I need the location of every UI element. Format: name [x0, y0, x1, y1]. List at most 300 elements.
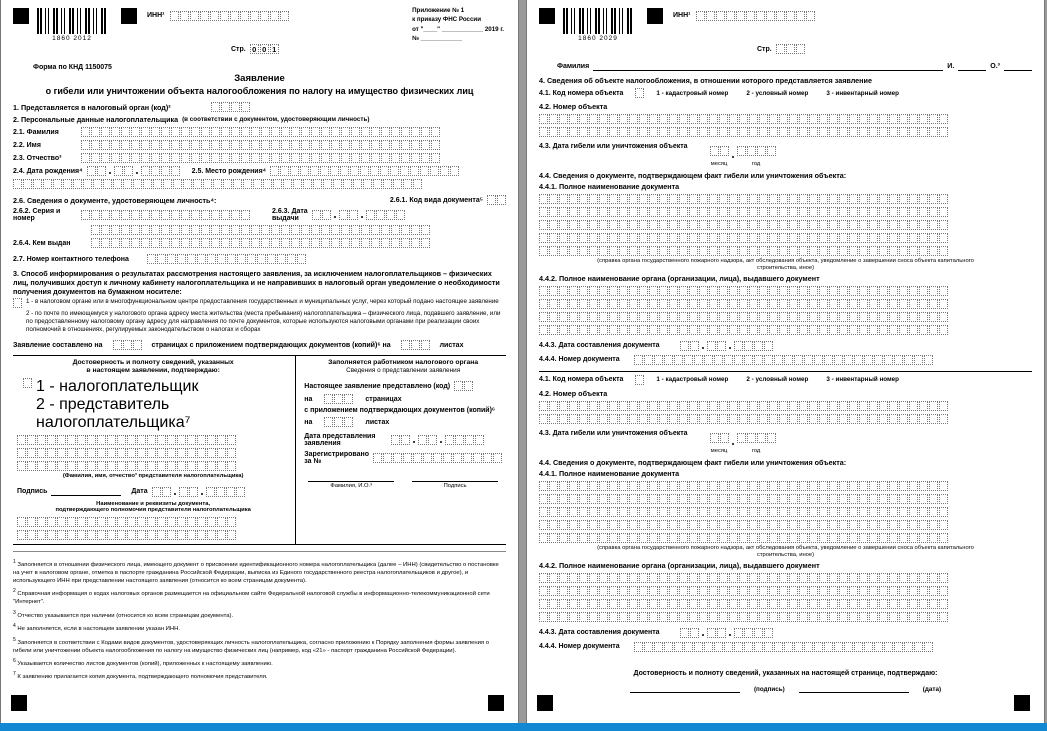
form-code: Форма по КНД 1150075 [33, 64, 112, 71]
char-cell [157, 530, 166, 540]
char-cell [659, 325, 668, 335]
char-cell [709, 220, 718, 230]
char-cell [589, 114, 598, 124]
rep-fio-caption: (Фамилия, имя, отчество³ представителя налогоплательщика) [62, 472, 244, 479]
char-cell [291, 127, 300, 137]
char-cell [649, 533, 658, 543]
char-cell [929, 233, 938, 243]
char-cell [909, 299, 918, 309]
char-cell [177, 461, 186, 471]
char-cell [63, 179, 72, 189]
char-cell [221, 225, 230, 235]
char-cell [43, 179, 52, 189]
char-cell [619, 127, 628, 137]
char-cell [143, 179, 152, 189]
issuing-authority-cells [539, 286, 948, 296]
char-cell [869, 286, 878, 296]
object-block-2 [539, 375, 1032, 652]
object-code-label: 4.1. Код номера объекта [539, 376, 624, 384]
char-cell [729, 612, 738, 622]
field-surname [13, 127, 506, 137]
char-cell [699, 233, 708, 243]
char-cell [749, 194, 758, 204]
char-cell [639, 494, 648, 504]
char-cell [629, 233, 638, 243]
char-cell [764, 642, 773, 652]
char-cell [737, 433, 746, 443]
char-cell [301, 153, 310, 163]
char-cell [151, 238, 160, 248]
section-4-label: 4. Сведения об объекте налогообложения, в отношении которого представляется заявление [539, 76, 872, 85]
char-cell [599, 533, 608, 543]
char-cell [37, 517, 46, 527]
char-cell [223, 179, 232, 189]
char-cell [859, 507, 868, 517]
char-cell [634, 355, 643, 365]
char-cell [539, 233, 548, 243]
char-cell [579, 325, 588, 335]
char-cell [689, 599, 698, 609]
char-cell [919, 520, 928, 530]
char-cell [729, 414, 738, 424]
char-cell [559, 507, 568, 517]
char-cell [749, 207, 758, 217]
char-cell [859, 220, 868, 230]
destruction-date-cells: месяц год [710, 143, 776, 168]
char-cell [754, 355, 763, 365]
char-cell [819, 207, 828, 217]
char-cell [809, 233, 818, 243]
series-label: 2.6.2. Серия и номер [13, 208, 61, 222]
composed-label-3: листах [439, 341, 464, 349]
char-cell [649, 325, 658, 335]
char-cell [421, 127, 430, 137]
char-cell [639, 325, 648, 335]
char-cell [719, 194, 728, 204]
doc-date-cells [680, 341, 773, 351]
char-cell [67, 517, 76, 527]
char-cell [649, 286, 658, 296]
char-cell [719, 520, 728, 530]
char-cell [57, 461, 66, 471]
char-cell [411, 127, 420, 137]
object-code-opt2: 2 - условный номер [746, 376, 809, 384]
char-cell [789, 246, 798, 256]
submission-date-cells [391, 435, 484, 445]
char-cell [869, 114, 878, 124]
char-cell [689, 325, 698, 335]
char-cell [689, 573, 698, 583]
char-cell [889, 612, 898, 622]
official-pages-cells [324, 394, 353, 404]
char-cell [859, 286, 868, 296]
char-cell [739, 127, 748, 137]
char-cell [260, 11, 269, 21]
char-cell [819, 494, 828, 504]
char-cell [869, 299, 878, 309]
char-cell [539, 481, 548, 491]
char-cell [757, 433, 766, 443]
char-cell [371, 127, 380, 137]
doc-date-row [539, 341, 1032, 351]
sign-caption: Подпись [443, 483, 467, 490]
footnote: $^2$ Справочная информация о кодах налоговых органов размещается на официальном сайте Федеральной налоговой службы в информационно-телекоммуникационной сети "Интернет". [13, 588, 490, 606]
char-cell [829, 481, 838, 491]
char-cell [493, 453, 502, 463]
char-cell [819, 599, 828, 609]
char-cell [635, 375, 644, 385]
appendix-line: № ____________ [412, 34, 463, 42]
char-cell [669, 207, 678, 217]
char-cell [151, 210, 160, 220]
char-cell [619, 207, 628, 217]
char-cell [706, 11, 715, 21]
char-cell [669, 299, 678, 309]
char-cell [739, 494, 748, 504]
char-cell [111, 127, 120, 137]
char-cell [684, 355, 693, 365]
char-cell [739, 299, 748, 309]
char-cell [559, 312, 568, 322]
char-cell [724, 642, 733, 652]
char-cell [809, 533, 818, 543]
char-cell [391, 238, 400, 248]
char-cell [829, 233, 838, 243]
char-cell [201, 210, 210, 220]
char-cell [101, 153, 110, 163]
char-cell [173, 179, 182, 189]
char-cell [669, 114, 678, 124]
char-cell [829, 312, 838, 322]
char-cell [859, 586, 868, 596]
char-cell [380, 166, 389, 176]
char-cell [157, 254, 166, 264]
char-cell [629, 414, 638, 424]
name-cells [81, 140, 440, 150]
char-cell [774, 355, 783, 365]
char-cell [549, 612, 558, 622]
char-cell [141, 210, 150, 220]
char-cell [161, 238, 170, 248]
char-cell [649, 481, 658, 491]
char-cell [769, 312, 778, 322]
char-cell [929, 401, 938, 411]
char-cell [767, 433, 776, 443]
pages-count-cells [113, 340, 142, 350]
char-cell [769, 586, 778, 596]
char-cell [281, 225, 290, 235]
char-cell [709, 114, 718, 124]
char-cell [465, 435, 474, 445]
char-cell [679, 114, 688, 124]
char-cell [737, 146, 746, 156]
registration-mark [647, 8, 663, 24]
char-cell [819, 401, 828, 411]
char-cell [839, 220, 848, 230]
char-cell [799, 312, 808, 322]
char-cell [117, 435, 126, 445]
char-cell [609, 312, 618, 322]
doc-name-cells [539, 481, 948, 491]
char-cell [699, 414, 708, 424]
char-cell [57, 530, 66, 540]
char-cell [181, 238, 190, 248]
char-cell: 1 [270, 44, 279, 54]
char-cell [579, 573, 588, 583]
char-cell [141, 127, 150, 137]
char-cell [609, 599, 618, 609]
char-cell [909, 246, 918, 256]
char-cell [428, 435, 437, 445]
char-cell [889, 286, 898, 296]
char-cell [97, 530, 106, 540]
char-cell [649, 599, 658, 609]
char-cell [699, 586, 708, 596]
char-cell [719, 233, 728, 243]
char-cell [739, 286, 748, 296]
char-cell [809, 494, 818, 504]
char-cell [121, 225, 130, 235]
char-cell [187, 448, 196, 458]
char-cell [654, 642, 663, 652]
char-cell [609, 194, 618, 204]
char-cell [829, 194, 838, 204]
char-cell [589, 612, 598, 622]
char-cell [769, 533, 778, 543]
char-cell [413, 453, 422, 463]
char-cell [187, 530, 196, 540]
char-cell [569, 520, 578, 530]
birthplace-cells-row1 [270, 166, 459, 176]
char-cell [899, 299, 908, 309]
char-cell [381, 140, 390, 150]
char-cell [396, 210, 405, 220]
char-cell [381, 127, 390, 137]
doc-name-cells [539, 246, 948, 256]
on-label: на [304, 395, 313, 403]
doc-date-row [539, 628, 1032, 638]
char-cell [699, 401, 708, 411]
char-cell [879, 325, 888, 335]
char-cell [107, 461, 116, 471]
official-title: Заполняется работником налогового органа [328, 359, 479, 367]
char-cell [779, 481, 788, 491]
official-sheets-row [304, 417, 502, 427]
char-cell [261, 153, 270, 163]
doc-date-cells [680, 628, 773, 638]
char-cell [859, 194, 868, 204]
char-cell [659, 612, 668, 622]
char-cell [475, 435, 484, 445]
char-cell [819, 114, 828, 124]
char-cell [313, 179, 322, 189]
char-cell [147, 461, 156, 471]
char-cell [101, 238, 110, 248]
char-cell [639, 599, 648, 609]
char-cell [899, 494, 908, 504]
char-cell [839, 286, 848, 296]
char-cell [589, 507, 598, 517]
char-cell [559, 299, 568, 309]
char-cell [539, 401, 548, 411]
char-cell [207, 448, 216, 458]
destruction-date-label: 4.3. Дата гибели или уничтожения объекта [539, 143, 688, 150]
char-cell [191, 225, 200, 235]
char-cell [191, 140, 200, 150]
char-cell [869, 220, 878, 230]
char-cell [267, 254, 276, 264]
pages-word: страницах [365, 395, 402, 403]
char-cell [191, 153, 200, 163]
char-cell [939, 481, 948, 491]
footnote: $^4$ Не заполняется, если в настоящем заявлении указан ИНН. [13, 623, 181, 633]
char-cell [639, 207, 648, 217]
destruction-date-cells: месяц год [710, 430, 776, 455]
char-cell [749, 612, 758, 622]
char-cell [549, 325, 558, 335]
char-cell [659, 207, 668, 217]
char-cell [689, 207, 698, 217]
char-cell [599, 494, 608, 504]
char-cell [689, 520, 698, 530]
char-cell [739, 414, 748, 424]
char-cell [609, 507, 618, 517]
char-cell [899, 507, 908, 517]
char-cell [649, 586, 658, 596]
char-cell [749, 573, 758, 583]
char-cell [361, 140, 370, 150]
char-cell [779, 573, 788, 583]
char-cell [324, 417, 333, 427]
char-cell [241, 127, 250, 137]
char-cell [221, 238, 230, 248]
char-cell: 0 [250, 44, 259, 54]
char-cell [549, 312, 558, 322]
char-cell [719, 507, 728, 517]
char-cell [599, 573, 608, 583]
char-cell [749, 325, 758, 335]
char-cell [669, 233, 678, 243]
char-cell [599, 520, 608, 530]
char-cell [344, 394, 353, 404]
char-cell [201, 238, 210, 248]
char-cell [839, 494, 848, 504]
char-cell [151, 153, 160, 163]
char-cell [137, 461, 146, 471]
char-cell [131, 153, 140, 163]
char-cell [749, 481, 758, 491]
char-cell [859, 414, 868, 424]
char-cell [141, 166, 150, 176]
char-cell [859, 494, 868, 504]
char-cell [689, 312, 698, 322]
char-cell [690, 341, 699, 351]
char-cell [390, 166, 399, 176]
char-cell [829, 507, 838, 517]
char-cell [704, 642, 713, 652]
char-cell [361, 127, 370, 137]
char-cell [819, 246, 828, 256]
char-cell [739, 325, 748, 335]
doc-name-cells [539, 194, 948, 204]
char-cell [121, 140, 130, 150]
char-cell [679, 401, 688, 411]
taxpayer-confirmation-box [13, 356, 296, 544]
char-cell [714, 355, 723, 365]
object-code-cell [635, 375, 644, 385]
char-cell [679, 127, 688, 137]
char-cell [101, 140, 110, 150]
char-cell [869, 233, 878, 243]
char-cell [899, 325, 908, 335]
char-cell [401, 238, 410, 248]
char-cell [131, 127, 140, 137]
char-cell [689, 194, 698, 204]
char-cell [549, 220, 558, 230]
char-cell [839, 586, 848, 596]
char-cell [197, 517, 206, 527]
char-cell [649, 612, 658, 622]
char-cell [231, 238, 240, 248]
char-cell [779, 312, 788, 322]
char-cell [589, 127, 598, 137]
char-cell [849, 127, 858, 137]
char-cell [739, 599, 748, 609]
char-cell [814, 355, 823, 365]
char-cell [879, 127, 888, 137]
char-cell [854, 355, 863, 365]
char-cell [844, 355, 853, 365]
char-cell [649, 520, 658, 530]
char-cell [809, 114, 818, 124]
char-cell [919, 612, 928, 622]
char-cell [899, 286, 908, 296]
char-cell [639, 114, 648, 124]
char-cell [151, 127, 160, 137]
char-cell [879, 573, 888, 583]
char-cell [445, 435, 454, 445]
char-cell [539, 586, 548, 596]
char-cell [809, 286, 818, 296]
char-cell [121, 127, 130, 137]
surname-cells [81, 127, 440, 137]
char-cell [599, 286, 608, 296]
char-cell [919, 312, 928, 322]
char-cell [879, 114, 888, 124]
char-cell [240, 11, 249, 21]
registration-mark [488, 695, 504, 711]
char-cell [639, 481, 648, 491]
char-cell [679, 494, 688, 504]
char-cell [939, 312, 948, 322]
inform-method-cell [13, 298, 22, 308]
char-cell [539, 520, 548, 530]
char-cell [819, 286, 828, 296]
char-cell [809, 612, 818, 622]
char-cell [141, 238, 150, 248]
page-number-row [757, 44, 1032, 54]
char-cell [619, 312, 628, 322]
char-cell [559, 127, 568, 137]
char-cell [710, 433, 719, 443]
char-cell [764, 341, 773, 351]
phone-cells [147, 254, 306, 264]
char-cell [799, 520, 808, 530]
destruction-date-row [539, 143, 1032, 168]
char-cell [433, 453, 442, 463]
char-cell [331, 225, 340, 235]
char-cell [814, 642, 823, 652]
